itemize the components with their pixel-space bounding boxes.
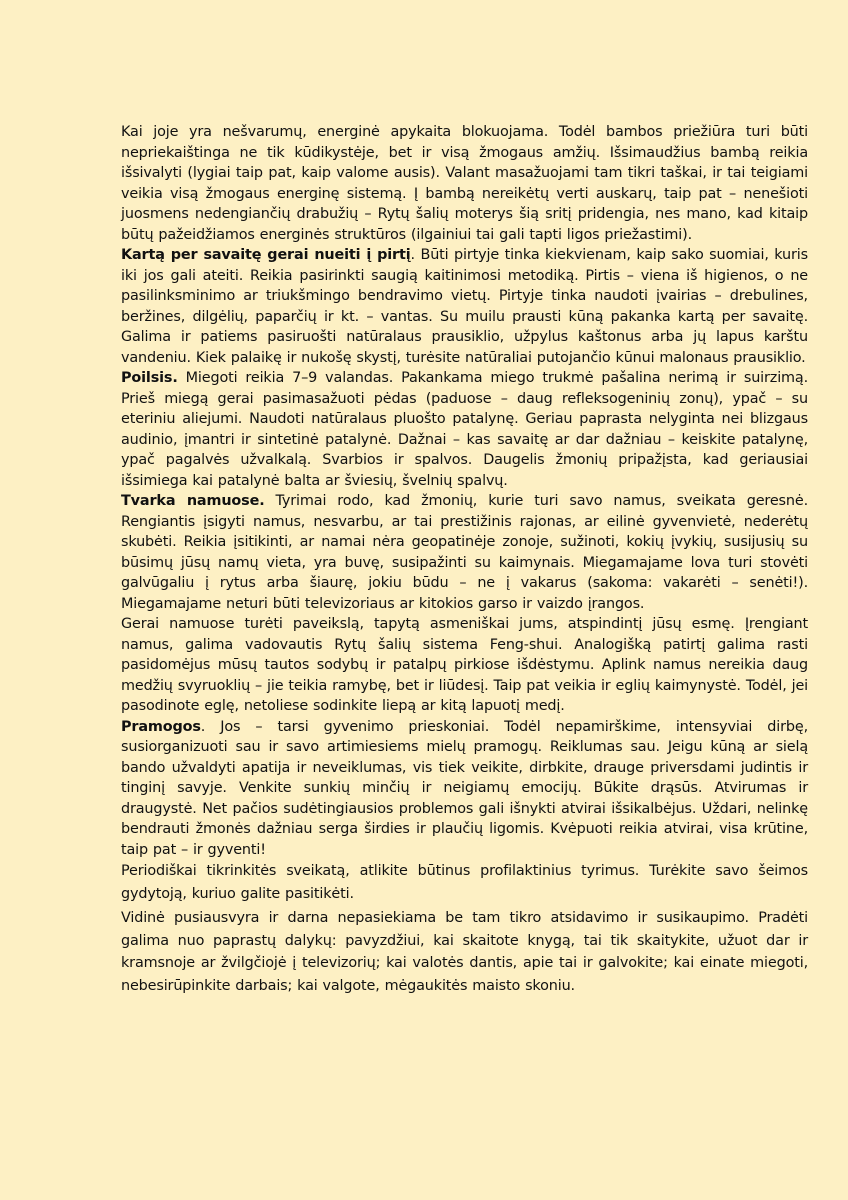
heading-home-order: Tvarka namuose. — [121, 493, 265, 509]
paragraph-health-checks: Periodiškai tikrinkitės sveikatą, atlikite būtinus profilaktinius tyrimus. Turėkite savo šeimos gydytoją, kuriuo galite pasitikėti. — [121, 863, 808, 902]
paragraph-navel-care: Kai joje yra nešvarumų, energinė apykaita blokuojama. Todėl bambos priežiūra turi būti nepriekaištinga ne tik kūdikystėje, bet ir visą žmogaus amžių. Išsimaudžius bambą reikia išsivalyti (lygiai taip pat, kaip valome ausis). Valant masažuojami tam tikri taškai, ir tai teigiami veikia visą žmogaus energinę sistemą. Į bambą nereikėtų verti auskarų, taip pat – nenešioti juosmens nedengiančių drabužių – Rytų šalių moterys šią sritį pridengia, nes mano, kad kitaip būtų pažeidžiamos energinės struktūros (ilgainiui tai gali tapti ligos priežastimi). — [121, 124, 808, 243]
paragraph-home-order: Tvarka namuose. Tyrimai rodo, kad žmonių, kurie turi savo namus, sveikata geresnė. Rengiantis įsigyti namus, nesvarbu, ar tai prestižinis rajonas, ar eilinė gyvenvietė, nederėtų skubėti. Reikia įsitikinti, ar namai nėra geopatinėje zonoje, sužinoti, kokių įvykių, susijusių su būsimų jūsų namų vieta, yra buvę, susipažinti su kaimynais. Miegamajame lova turi stovėti galvūgaliu į rytus arba šiaurę, jokiu būdu – ne į vakarus (sakoma: vakarėti – senėti!). Miegamajame neturi būti televizoriaus ar kitokios garso ir vaizdo įrangos. — [121, 493, 809, 612]
paragraph-rest: Poilsis. Miegoti reikia 7–9 valandas. Pakankama miego trukmė pašalina nerimą ir suirzimą. Prieš miegą gerai pasimasažuoti pėdas (paduose – daug refleksogeninių zonų), ypač – su eteriniu aliejumi. Naudoti natūralaus pluošto patalynę. Geriau paprasta nelyginta nei blizgaus audinio, įmantri ir sintetinė patalynė. Dažnai – kas savaitę ar dar dažniau – keiskite patalynę, ypač pagalvės užvalkalą. Svarbios ir spalvos. Daugelis žmonių pripažįsta, kad geriausiai išsimiega kai patalynė balta ar šviesių, švelnių spalvų. — [121, 370, 808, 489]
heading-rest: Poilsis. — [121, 370, 178, 386]
paragraph-inner-balance: Vidinė pusiausvyra ir darna nepasiekiama be tam tikro atsidavimo ir susikaupimo. Pradėti galima nuo paprastų dalykų: pavyzdžiui, kai skaitote knygą, tai tik skaitykite, užuot dar ir kramsnoje ar žvilgčiojė į televizorių; kai valotės dantis, apie tai ir galvokite; kai einate miegoti, nebesirūpinkite darbais; kai valgote, mėgaukitės maisto skoniu. — [121, 910, 808, 994]
heading-entertainment: Pramogos — [121, 718, 201, 735]
document-body — [121, 122, 808, 997]
heading-sauna: Kartą per savaitę gerai nueiti į pirtį — [121, 247, 411, 263]
paragraph-sauna: Kartą per savaitę gerai nueiti į pirtį. Būti pirtyje tinka kiekvienam, kaip sako suomiai, kuris iki jos gali ateiti. Reikia pasirinkti saugią kaitinimosi metodiką. Pirtis – viena iš higienos, o ne pasilinksminimo ar triukšmingo bendravimo vietų. Pirtyje tinka naudoti įvairias – drebulines, beržines, dilgėlių, paparčių ir kt. – vantas. Su muilu prausti kūną pakanka kartą per savaitę. Galima ir patiems pasiruošti natūralaus prausiklio, užpylus kaštonus arba jų lapus karštu vandeniu. Kiek palaikę ir nukošę skystį, turėsite natūraliai putojančio kūnui malonaus prausiklio. — [121, 247, 808, 366]
paragraph-entertainment: Pramogos. Jos – tarsi gyvenimo prieskoniai. Todėl nepamirškime, intensyviai dirbę, susiorganizuoti sau ir savo artimiesiems mielų pramogų. Reiklumas sau. Jeigu kūną ar sielą bando užvaldyti apatija ir neveiklumas, vis tiek veikite, dirbkite, drauge priversdami judintis ir tinginį savyje. Venkite sunkių minčių ir neigiamų emocijų. Būkite drąsūs. Atvirumas ir draugystė. Net pačios sudėtingiausios problemos gali išnykti atvirai išsikalbėjus. Uždari, nelinkę bendrauti žmonės dažniau serga širdies ir plaučių ligomis. Kvėpuoti reikia atvirai, visa krūtine, taip pat – ir gyventi! — [121, 718, 808, 858]
paragraph-home-painting: Gerai namuose turėti paveikslą, tapytą asmeniškai jums, atspindintį jūsų esmę. Įrengiant namus, galima vadovautis Rytų šalių sistema Feng-shui. Analogišką patirtį galima rasti pasidomėjus mūsų tautos sodybų ir patalpų pirkiose išdėstymu. Aplink namus nereikia daug medžių svyruoklių – jie teikia ramybę, bet ir liūdesį. Taip pat veikia ir eglių kaimynystė. Todėl, jei pasodinote eglę, netoliese sodinkite liepą ar kitą lapuotį medį. — [121, 616, 808, 714]
